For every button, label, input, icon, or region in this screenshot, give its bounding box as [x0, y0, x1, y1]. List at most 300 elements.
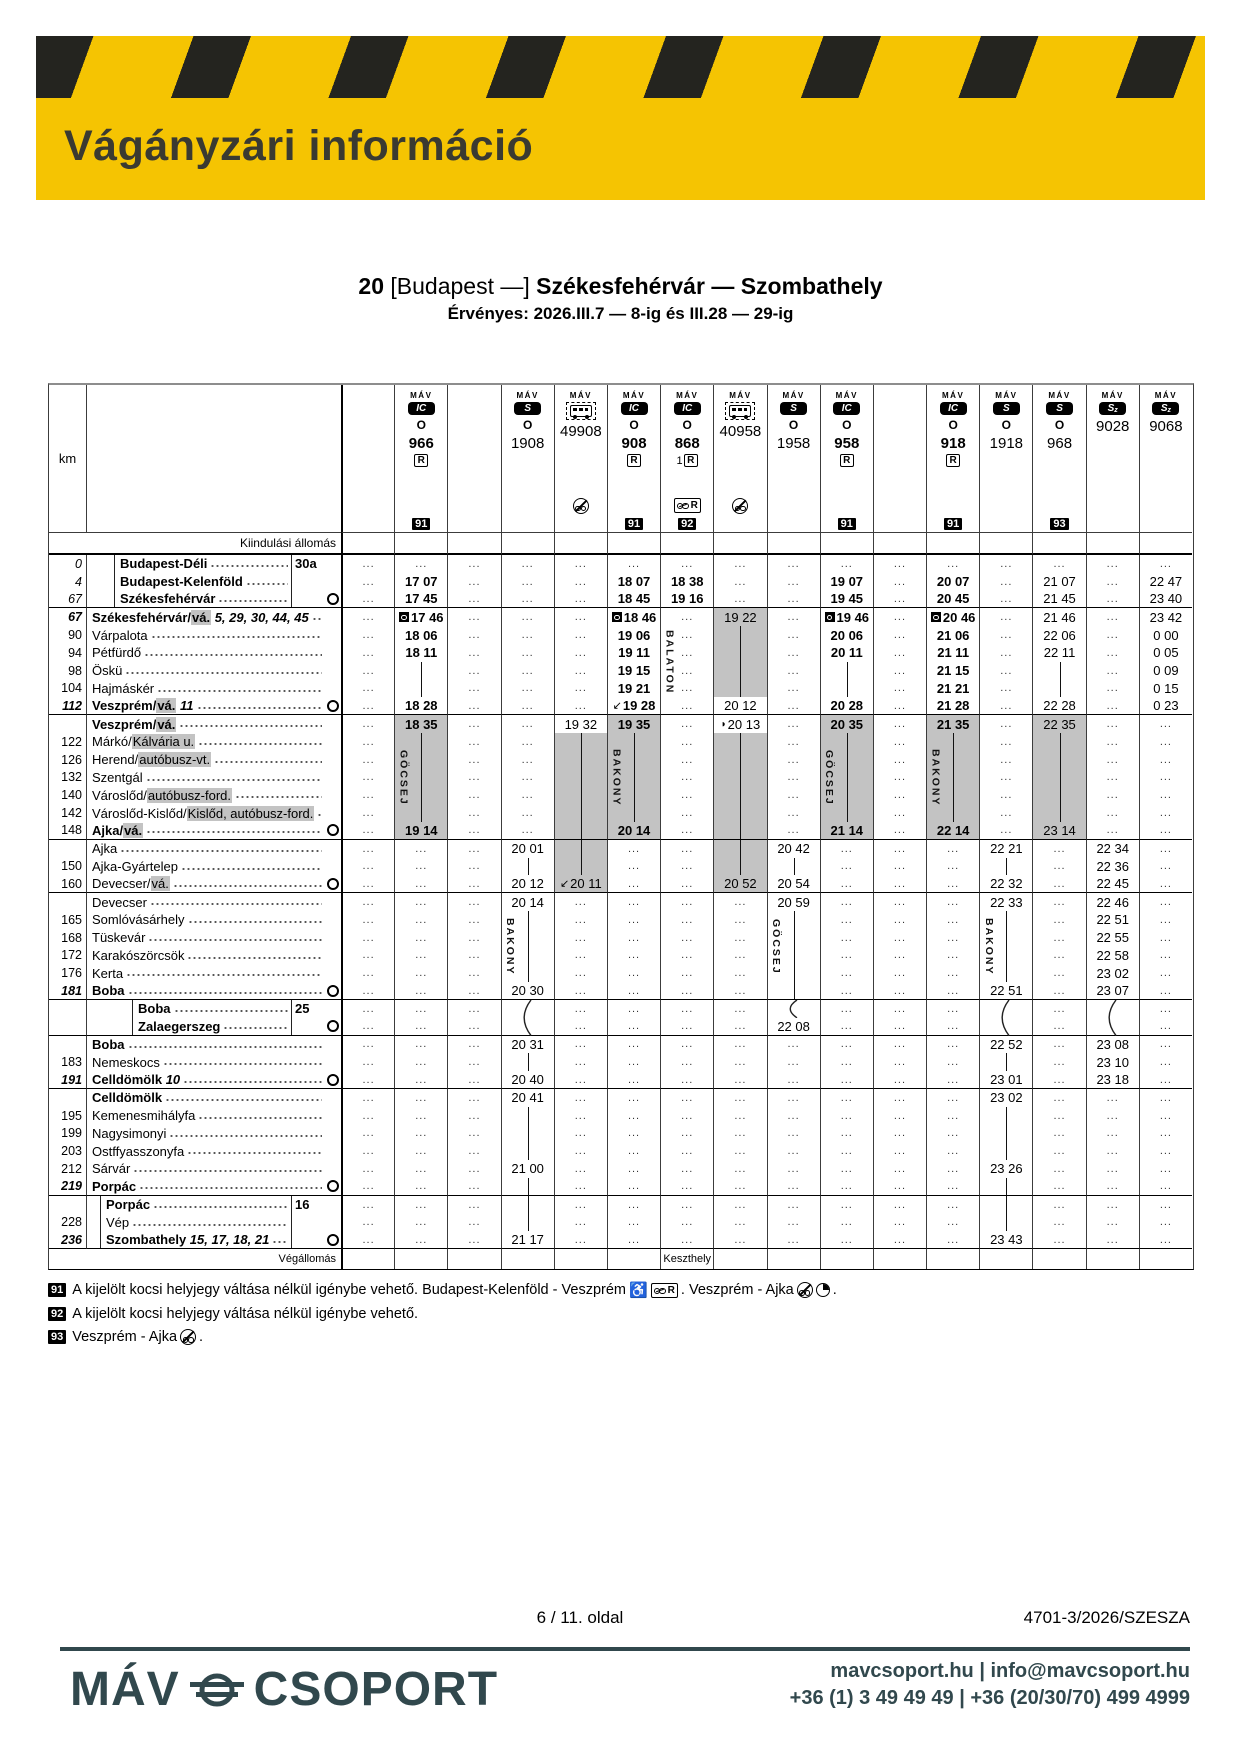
reservation-icon: R [684, 454, 698, 467]
time-cell [713, 982, 766, 1000]
train-type-badge-sz: S z [1099, 402, 1126, 415]
origin-cell [660, 533, 713, 555]
time-cell [341, 769, 394, 787]
time-cell [341, 1160, 394, 1178]
through-line [421, 804, 422, 822]
time-cell [447, 1107, 500, 1125]
station-group: Zalaegerszeg [132, 1018, 291, 1035]
no-service-dots: ... [1159, 931, 1172, 944]
no-service-dots: ... [468, 699, 481, 712]
no-service-dots: ... [468, 753, 481, 766]
no-service-dots: ... [468, 967, 481, 980]
time-cell [447, 840, 500, 858]
time-cell [447, 591, 500, 609]
time-cell [660, 1053, 713, 1071]
time-cell [767, 1231, 820, 1249]
through-line [528, 911, 529, 929]
branch-line-label: 25 [295, 1001, 310, 1017]
no-service-dots: ... [840, 1127, 853, 1140]
time-cell [607, 1071, 660, 1089]
time-cell [767, 680, 820, 698]
time-cell [1032, 786, 1085, 804]
no-service-dots: ... [1159, 984, 1172, 997]
no-service-dots: ... [734, 1145, 747, 1158]
no-service-dots: ... [947, 1056, 960, 1069]
bike-reservation-icon: R [674, 498, 701, 513]
through-line [740, 858, 741, 876]
no-service-dots: ... [362, 1145, 375, 1158]
station-cell: Ajka [86, 840, 341, 858]
no-service-dots: ... [787, 789, 800, 802]
time-cell [447, 875, 500, 893]
station-group: Szombathely 15, 17, 18, 21 [100, 1231, 291, 1248]
time-cell: 17 45 [394, 591, 447, 609]
time-cell [979, 697, 1032, 715]
frame [679, 504, 687, 508]
time-cell [979, 644, 1032, 662]
no-service-dots: ... [468, 931, 481, 944]
no-service-dots: ... [1159, 1020, 1172, 1033]
station-cell: Celldömölk 10 [86, 1071, 341, 1089]
no-service-dots: ... [362, 1073, 375, 1086]
time-cell [820, 680, 873, 698]
time-cell [1139, 555, 1192, 573]
time-cell [1139, 769, 1192, 787]
no-service-dots: ... [1159, 1198, 1172, 1211]
through-line [634, 751, 635, 769]
time-cell [607, 1231, 660, 1249]
time-cell [660, 1213, 713, 1231]
time-cell [1032, 982, 1085, 1000]
no-service-dots: ... [1053, 877, 1066, 890]
reservation-symbols [946, 454, 960, 467]
station-cell: Boba [86, 982, 341, 1000]
no-service-dots: ... [574, 1233, 587, 1246]
train-header-blank [447, 385, 500, 533]
no-service-dots: ... [1053, 1038, 1066, 1051]
no-service-dots: ... [681, 1056, 694, 1069]
time-cell: 20 46 [926, 608, 979, 626]
time-cell [873, 680, 926, 698]
no-service-dots: ... [1159, 1002, 1172, 1015]
no-service-dots: ... [840, 1002, 853, 1015]
no-service-dots: ... [840, 1038, 853, 1051]
no-service-dots: ... [840, 1020, 853, 1033]
time-cell [767, 1178, 820, 1196]
station-circle [327, 700, 339, 712]
no-service-dots: ... [574, 1180, 587, 1193]
time-cell [873, 644, 926, 662]
time-cell [1032, 1107, 1085, 1125]
no-service-dots: ... [947, 1038, 960, 1051]
station-cell: Veszprém/ vá. [86, 715, 341, 733]
dot [933, 615, 939, 621]
time-cell [341, 1178, 394, 1196]
km-cell [49, 1036, 86, 1054]
time-cell: 20 45 [926, 591, 979, 609]
time-cell [820, 840, 873, 858]
dotted-leader [198, 1107, 322, 1125]
km-cell: 140 [61, 788, 82, 803]
no-service-dots: ... [1159, 1162, 1172, 1175]
station-cell: Ostffyasszonyfa [86, 1142, 341, 1160]
no-service-dots: ... [468, 824, 481, 837]
time-cell: 20 07 [926, 573, 979, 591]
through-line [421, 751, 422, 769]
no-service-dots: ... [681, 931, 694, 944]
no-service-dots: ... [893, 931, 907, 944]
time-cell [447, 626, 500, 644]
through-line [794, 858, 795, 876]
time-cell: ◗ 20 13 [713, 715, 766, 733]
time-cell [607, 1089, 660, 1107]
train-number: 958 [834, 435, 860, 452]
no-service-dots: ... [840, 1056, 853, 1069]
note-badge-slot [838, 518, 856, 530]
station-cell: Székesfehérvár/ vá. 5, 29, 30, 44, 45 [86, 608, 341, 626]
time-cell [1086, 555, 1139, 573]
train-number: 918 [940, 435, 966, 452]
through-line [847, 786, 848, 804]
no-service-dots: ... [1106, 807, 1119, 820]
time-cell [501, 1142, 554, 1160]
no-service-dots: ... [362, 967, 375, 980]
no-service-dots: ... [840, 1198, 853, 1211]
header-service-icons [573, 497, 589, 514]
no-service-dots: ... [681, 896, 694, 909]
time-cell [447, 858, 500, 876]
no-service-dots: ... [893, 842, 907, 855]
group-bracket [291, 1018, 292, 1035]
no-service-dots: ... [893, 1145, 907, 1158]
contact-phone: +36 (1) 3 49 49 49 | +36 (20/30/70) 499 4999 [789, 1687, 1190, 1709]
train-number: 9068 [1149, 418, 1183, 435]
time-cell [501, 626, 554, 644]
time-cell [1086, 1178, 1139, 1196]
time-cell [979, 680, 1032, 698]
terminus-cell [607, 1249, 660, 1269]
time-cell [447, 964, 500, 982]
mav-wordmark: MÁV [676, 391, 699, 400]
through-line [581, 840, 582, 858]
time-cell: 19 07 [820, 573, 873, 591]
time-cell: 21 07 [1032, 573, 1085, 591]
no-service-dots: ... [362, 575, 375, 588]
time-cell [341, 751, 394, 769]
no-service-dots: ... [681, 1020, 694, 1033]
time-cell: 20 52 [713, 875, 766, 893]
time-cell [554, 929, 607, 947]
no-service-dots: ... [681, 664, 694, 677]
km-cell: 236 [49, 1231, 86, 1249]
time-cell: 22 46 [1086, 893, 1139, 911]
no-service-dots: ... [574, 699, 587, 712]
no-service-dots: ... [681, 1233, 694, 1246]
train-header-966 [394, 385, 447, 533]
half-circle-icon: ◗ [720, 718, 727, 730]
time-cell [713, 804, 766, 822]
km-cell: 172 [61, 948, 82, 963]
no-service-dots: ... [787, 682, 800, 695]
through-line [794, 911, 795, 929]
dotted-leader [235, 786, 322, 804]
no-service-dots: ... [468, 860, 481, 873]
time-cell [873, 733, 926, 751]
time-cell [713, 1053, 766, 1071]
no-service-dots: ... [415, 1233, 428, 1246]
time-cell [767, 751, 820, 769]
no-service-dots: ... [468, 1038, 481, 1051]
no-service-dots: ... [627, 1162, 641, 1175]
time-cell [979, 1125, 1032, 1143]
no-service-dots: ... [1106, 1180, 1119, 1193]
dotted-leader [144, 644, 322, 662]
km-cell: 142 [61, 806, 82, 821]
no-service-dots: ... [468, 664, 481, 677]
through-line [1006, 1213, 1007, 1231]
time-cell [1139, 1018, 1192, 1036]
time-cell [1139, 1089, 1192, 1107]
through-line [740, 840, 741, 858]
no-service-dots: ... [1106, 789, 1119, 802]
page-title: Vágányzári információ [64, 122, 534, 170]
train-header-1958 [767, 385, 820, 533]
no-service-dots: ... [734, 1056, 747, 1069]
no-service-dots: ... [734, 896, 747, 909]
time-cell [979, 858, 1032, 876]
time-cell [767, 1160, 820, 1178]
time-cell: 21 14 [820, 822, 873, 840]
dotted-leader [146, 769, 322, 787]
time-cell [979, 769, 1032, 787]
no-service-dots: ... [1159, 1127, 1172, 1140]
time-cell [660, 608, 713, 626]
time-cell [554, 608, 607, 626]
train-header-1918 [979, 385, 1032, 533]
km-cell [49, 1089, 86, 1107]
no-service-dots: ... [893, 1180, 907, 1193]
no-service-dots: ... [521, 682, 534, 695]
no-service-dots: ... [468, 1109, 481, 1122]
no-service-dots: ... [893, 592, 907, 605]
time-cell [713, 591, 766, 609]
no-service-dots: ... [574, 931, 587, 944]
no-service-dots: ... [1159, 1180, 1172, 1193]
no-service-dots: ... [734, 1180, 747, 1193]
time-cell [1139, 1213, 1192, 1231]
time-cell [341, 911, 394, 929]
no-service-dots: ... [840, 949, 853, 962]
no-service-dots: ... [893, 699, 907, 712]
time-cell [873, 697, 926, 715]
time-cell: 23 02 [1086, 964, 1139, 982]
no-service-dots: ... [1159, 771, 1172, 784]
through-line [953, 751, 954, 769]
no-service-dots: ... [574, 1127, 587, 1140]
no-service-dots: ... [574, 1073, 587, 1086]
no-service-dots: ... [1159, 1233, 1172, 1246]
time-cell [820, 1089, 873, 1107]
time-cell [1086, 626, 1139, 644]
no-service-dots: ... [1106, 682, 1119, 695]
time-cell [447, 555, 500, 573]
time-cell [1086, 644, 1139, 662]
time-cell: ↙ 19 28 [607, 697, 660, 715]
train-type-badge-s: S [1046, 402, 1073, 415]
no-service-dots: ... [574, 557, 587, 570]
no-service-dots: ... [415, 1162, 428, 1175]
no-service-dots: ... [787, 646, 800, 659]
time-cell [447, 804, 500, 822]
through-line [740, 644, 741, 662]
through-line [634, 786, 635, 804]
time-cell [501, 644, 554, 662]
dotted-leader [173, 875, 322, 892]
no-service-dots: ... [681, 1198, 694, 1211]
no-service-dots: ... [362, 1109, 375, 1122]
time-cell: 20 59 [767, 893, 820, 911]
through-line [581, 786, 582, 804]
footnote-line [48, 1281, 837, 1299]
time-cell [554, 680, 607, 698]
time-cell [873, 858, 926, 876]
time-cell [820, 1142, 873, 1160]
no-service-dots: ... [1106, 1127, 1119, 1140]
time-cell [341, 591, 394, 609]
time-cell [1032, 662, 1085, 680]
no-service-dots: ... [1106, 611, 1119, 624]
no-service-dots: ... [947, 1180, 960, 1193]
no-service-dots: ... [1053, 1233, 1066, 1246]
daily-symbol: O [948, 418, 958, 432]
skip-branch-curve [1104, 1000, 1120, 1036]
time-cell [660, 1018, 713, 1036]
time-cell [660, 947, 713, 965]
time-cell: 21 35 [926, 715, 979, 733]
dotted-leader [183, 1071, 322, 1088]
no-service-dots: ... [415, 967, 428, 980]
daily-symbol: O [522, 418, 533, 432]
dot [401, 615, 407, 621]
no-service-dots: ... [468, 789, 481, 802]
time-cell [341, 804, 394, 822]
origin-cell [607, 533, 660, 555]
no-service-dots: ... [362, 1180, 375, 1193]
no-service-dots: ... [1106, 592, 1119, 605]
time-cell [873, 786, 926, 804]
through-line [1006, 1107, 1007, 1125]
time-cell [1139, 964, 1192, 982]
time-cell: 23 40 [1139, 591, 1192, 609]
mav-wordmark: MÁV [782, 391, 805, 400]
time-cell [873, 573, 926, 591]
time-cell [554, 1178, 607, 1196]
no-service-dots: ... [787, 1073, 800, 1086]
no-service-dots: ... [893, 611, 907, 624]
km-cell [49, 1018, 86, 1036]
time-cell [1086, 769, 1139, 787]
through-line [634, 804, 635, 822]
station-cell: Devecser/ vá. [86, 875, 341, 893]
no-service-dots: ... [893, 771, 907, 784]
no-service-dots: ... [681, 1091, 694, 1104]
through-line [528, 1196, 529, 1214]
time-cell [394, 680, 447, 698]
time-cell [713, 840, 766, 858]
time-cell [926, 1018, 979, 1036]
no-service-dots: ... [1000, 699, 1013, 712]
route-name: Székesfehérvár — Szombathely [536, 273, 883, 299]
time-cell [873, 555, 926, 573]
time-cell [394, 840, 447, 858]
train-header-9028 [1086, 385, 1139, 533]
through-line [847, 751, 848, 769]
time-cell [501, 1053, 554, 1071]
time-cell [607, 1000, 660, 1018]
time-cell [873, 608, 926, 626]
time-cell [767, 1107, 820, 1125]
through-line [528, 1125, 529, 1143]
branch-line-label: 16 [295, 1197, 310, 1213]
time-cell [501, 733, 554, 751]
through-line [794, 947, 795, 965]
no-service-dots: ... [947, 1145, 960, 1158]
time-cell [394, 1213, 447, 1231]
no-service-dots: ... [893, 913, 907, 926]
no-service-dots: ... [468, 984, 481, 997]
no-service-dots: ... [468, 1162, 481, 1175]
through-line [847, 662, 848, 680]
time-cell [820, 662, 873, 680]
no-service-dots: ... [468, 735, 481, 748]
no-service-dots: ... [734, 1127, 747, 1140]
no-service-dots: ... [627, 1127, 641, 1140]
no-service-dots: ... [362, 771, 375, 784]
through-line [740, 751, 741, 769]
no-service-dots: ... [681, 611, 694, 624]
no-service-dots: ... [734, 1091, 747, 1104]
no-service-dots: ... [681, 1180, 694, 1193]
time-cell [501, 769, 554, 787]
no-service-dots: ... [574, 913, 587, 926]
time-cell [447, 1053, 500, 1071]
logo-text-csoport: CSOPORT [253, 1663, 499, 1716]
time-cell: 23 02 [979, 1089, 1032, 1107]
no-service-dots: ... [947, 949, 960, 962]
time-cell: ↙ 20 11 [554, 875, 607, 893]
note-badge-slot [412, 518, 430, 530]
no-service-dots: ... [1106, 753, 1119, 766]
train-name-vertical: BAKONY [504, 917, 517, 976]
time-cell [341, 1142, 394, 1160]
time-cell: 20 28 [820, 697, 873, 715]
no-service-dots: ... [893, 877, 907, 890]
train-number: 968 [1047, 435, 1073, 452]
time-cell [607, 1142, 660, 1160]
time-cell [1032, 1160, 1085, 1178]
time-cell [873, 1231, 926, 1249]
dotted-leader [128, 982, 323, 999]
station-circle [327, 985, 339, 997]
time-cell [713, 786, 766, 804]
no-service-dots: ... [681, 1002, 694, 1015]
time-cell [1139, 1071, 1192, 1089]
no-service-dots: ... [1053, 967, 1066, 980]
mav-csoport-logo [70, 1662, 498, 1717]
time-cell [607, 964, 660, 982]
no-service-dots: ... [1000, 557, 1013, 570]
dotted-leader [153, 1196, 288, 1214]
